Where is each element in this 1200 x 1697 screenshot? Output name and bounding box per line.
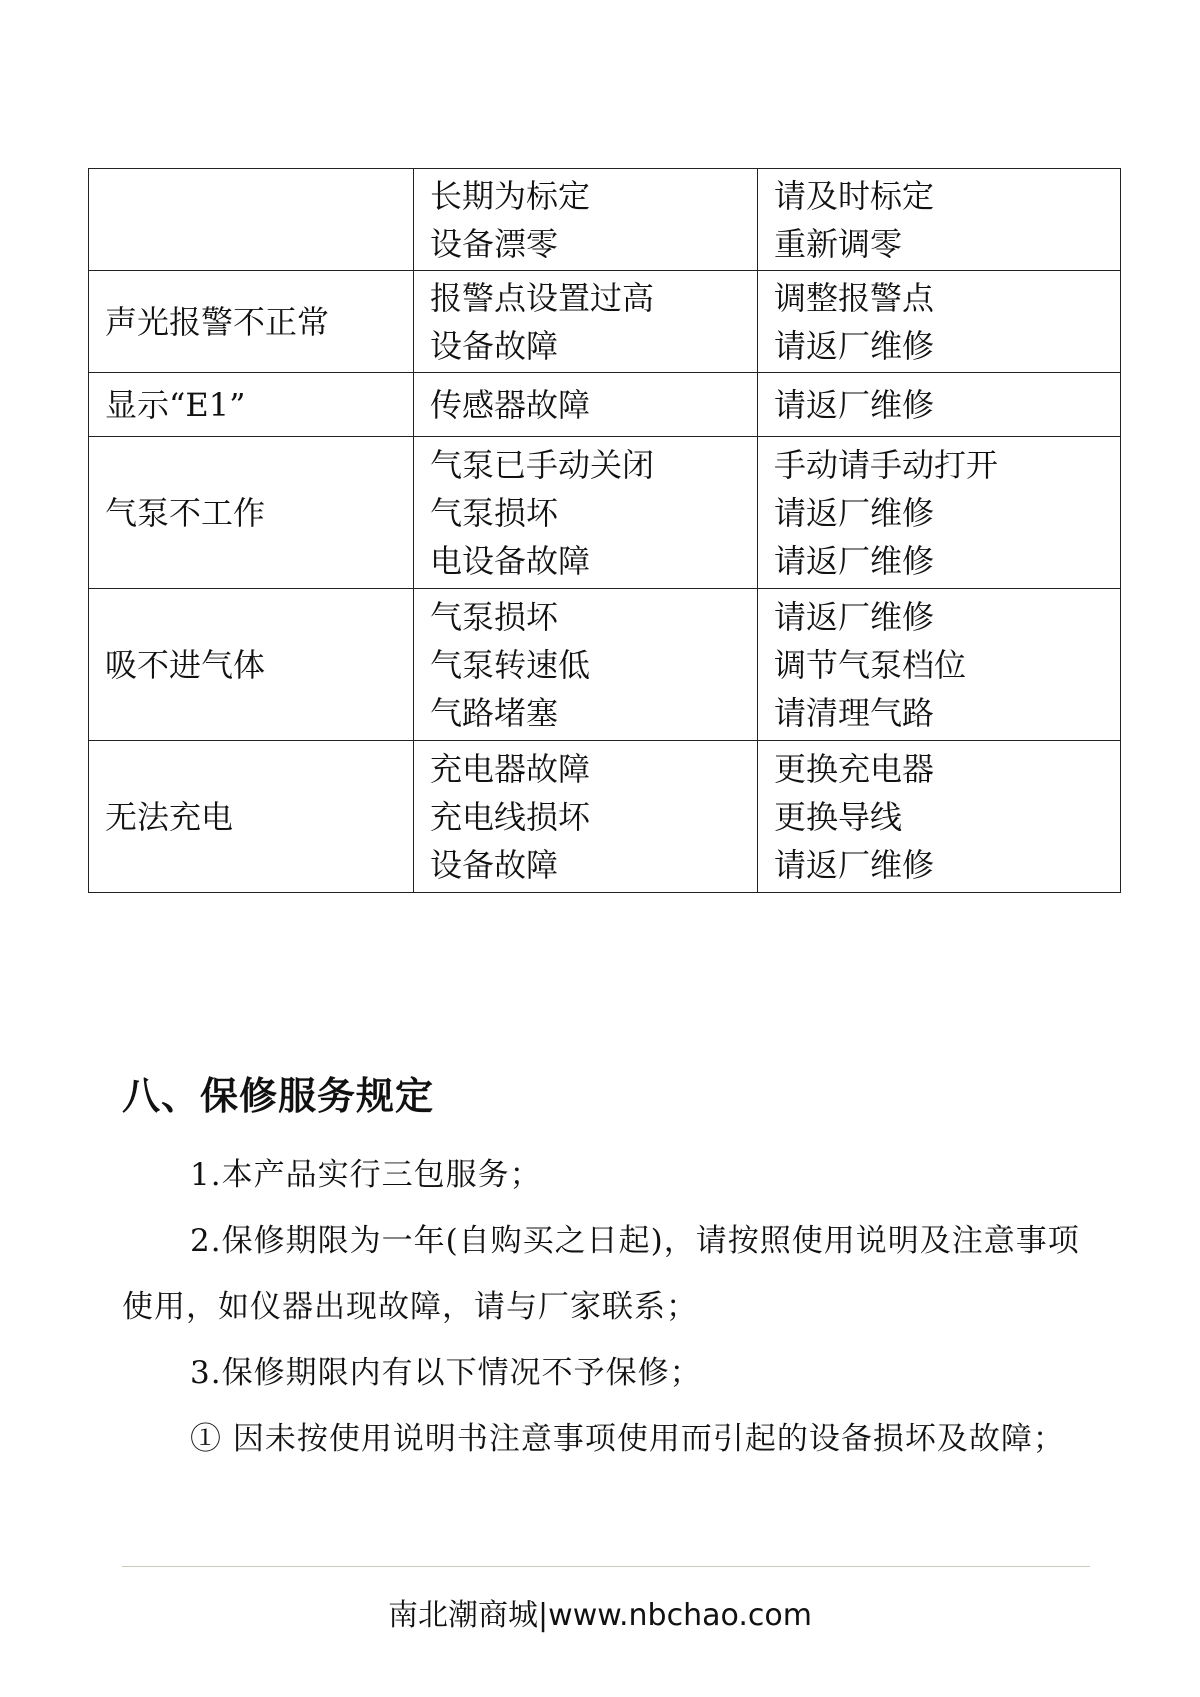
fault-cell: 气泵不工作 [89, 437, 414, 589]
paragraph-2: 2.保修期限为一年(自购买之日起)，请按照使用说明及注意事项使用，如仪器出现故障，请与厂家联系； [122, 1223, 1080, 1325]
solution-cell: 调整报警点 请返厂维修 [758, 271, 1121, 373]
paragraph-4: ① 因未按使用说明书注意事项使用而引起的设备损坏及故障； [190, 1421, 1065, 1457]
paragraph-1: 1.本产品实行三包服务； [190, 1157, 542, 1193]
solution-cell: 更换充电器 更换导线 请返厂维修 [758, 741, 1121, 893]
cause-cell: 充电器故障 充电线损坏 设备故障 [414, 741, 758, 893]
table-row [89, 169, 1121, 271]
table-row [89, 741, 1121, 893]
solution-cell: 请返厂维修 [758, 373, 1121, 437]
cause-cell: 报警点设置过高 设备故障 [414, 271, 758, 373]
table-row [89, 437, 1121, 589]
troubleshooting-table [88, 168, 1121, 893]
table-row [89, 373, 1121, 437]
fault-cell: 声光报警不正常 [89, 271, 414, 373]
paragraph-3: 3.保修期限内有以下情况不予保修； [190, 1355, 702, 1391]
cause-cell: 气泵已手动关闭 气泵损坏 电设备故障 [414, 437, 758, 589]
fault-cell: 无法充电 [89, 741, 414, 893]
fault-cell: 显示“E1” [89, 373, 414, 437]
footer-text: 南北潮商城|www.nbchao.com [388, 1598, 812, 1633]
cause-cell: 传感器故障 [414, 373, 758, 437]
solution-cell: 手动请手动打开 请返厂维修 请返厂维修 [758, 437, 1121, 589]
cause-cell: 长期为标定 设备漂零 [414, 169, 758, 271]
footer-divider [122, 1566, 1090, 1567]
section-title: 八、保修服务规定 [122, 1074, 435, 1118]
cause-cell: 气泵损坏 气泵转速低 气路堵塞 [414, 589, 758, 741]
solution-cell: 请及时标定 重新调零 [758, 169, 1121, 271]
fault-cell [89, 169, 414, 271]
solution-cell: 请返厂维修 调节气泵档位 请清理气路 [758, 589, 1121, 741]
fault-cell: 吸不进气体 [89, 589, 414, 741]
table-row [89, 271, 1121, 373]
table-row [89, 589, 1121, 741]
